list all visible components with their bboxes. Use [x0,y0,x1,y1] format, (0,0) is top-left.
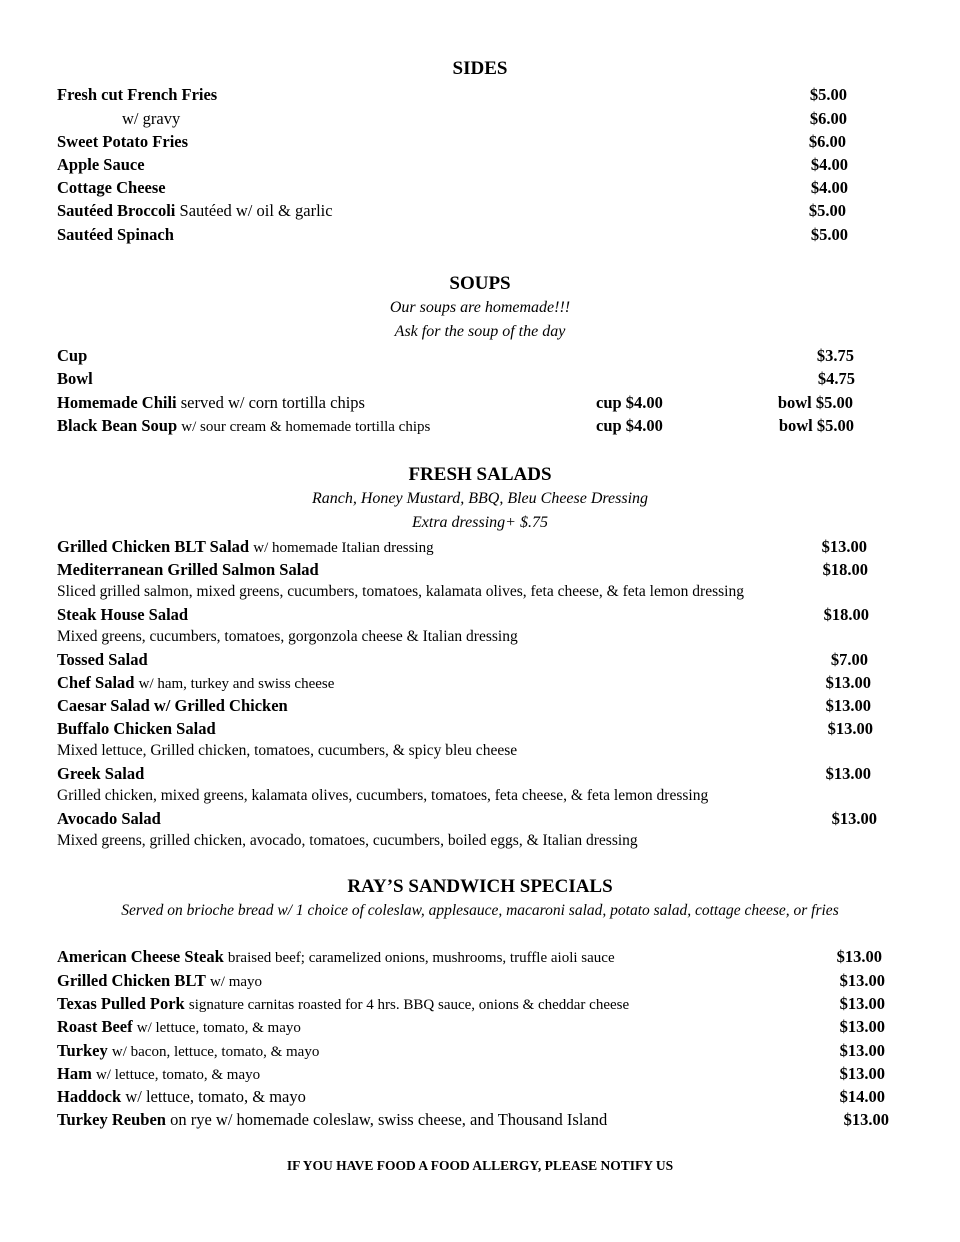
salads-note: Ranch, Honey Mustard, BBQ, Bleu Cheese Dressing [311,490,649,507]
item-price: $13.00 [825,696,871,715]
menu-item [0,947,960,969]
cup-price: cup $4.00 [596,416,663,435]
sandwiches-heading: RAY’S SANDWICH SPECIALS [347,876,613,897]
menu-item [0,650,960,672]
menu-item [0,85,960,107]
item-name: Black Bean Soup [57,416,178,435]
item-desc: served w/ corn tortilla chips [180,393,365,412]
item-name: Bowl [57,369,93,388]
menu-item [0,132,960,154]
item-desc: w/ homemade Italian dressing [253,540,434,556]
item-name: Steak House Salad [57,605,189,624]
item-price: $13.00 [839,994,885,1013]
item-name: Roast Beef [57,1017,133,1036]
item-desc: w/ ham, turkey and swiss cheese [138,676,335,692]
item-price: $13.00 [821,537,867,556]
item-detail: Grilled chicken, mixed greens, kalamata olives, cucumbers, tomatoes, feta cheese, & feta lemon dressing [57,787,709,804]
item-name: Grilled Chicken BLT [57,971,206,990]
item-price: $4.00 [810,178,848,197]
sandwiches-note: Served on brioche bread w/ 1 choice of coleslaw, applesauce, macaroni salad, potato salad, cottage cheese, or fries [121,902,839,919]
item-option: w/ gravy [122,109,181,128]
item-name: Sautéed Spinach [57,225,174,244]
item-price: $13.00 [827,719,873,738]
item-price: $13.00 [839,1064,885,1083]
menu-item [0,1087,960,1109]
menu-item [0,155,960,177]
item-name: Apple Sauce [57,155,145,174]
menu-item [0,605,960,627]
item-price: $6.00 [809,109,847,128]
menu-item [0,560,960,582]
salads-note: Extra dressing+ $.75 [412,514,548,531]
menu-item [0,1064,960,1086]
item-name: Buffalo Chicken Salad [57,719,216,738]
item-name: Ham [57,1064,92,1083]
item-price: $5.00 [808,201,846,220]
menu-item [0,225,960,247]
item-name: Turkey [57,1041,108,1060]
item-name: Texas Pulled Pork [57,994,185,1013]
menu-item [0,178,960,200]
item-price: $5.00 [809,85,847,104]
item-detail: Sliced grilled salmon, mixed greens, cucumbers, tomatoes, kalamata olives, feta cheese, & feta lemon dressing [57,583,744,600]
item-desc: braised beef; caramelized onions, mushrooms, truffle aioli sauce [227,950,615,966]
menu-item [0,537,960,559]
item-desc: w/ sour cream & homemade tortilla chips [181,419,431,435]
item-price: $5.00 [810,225,848,244]
item-price: $7.00 [830,650,868,669]
item-name: American Cheese Steak [57,947,224,966]
item-price: $3.75 [816,346,854,365]
allergy-notice: IF YOU HAVE FOOD A FOOD ALLERGY, PLEASE NOTIFY US [286,1158,674,1173]
item-name: Turkey Reuben [57,1110,166,1129]
item-desc: w/ bacon, lettuce, tomato, & mayo [111,1044,320,1060]
item-desc: w/ lettuce, tomato, & mayo [136,1020,301,1036]
item-price: $13.00 [843,1110,889,1129]
menu-item [0,393,960,415]
item-detail: Mixed lettuce, Grilled chicken, tomatoes, cucumbers, & spicy bleu cheese [57,742,518,759]
menu-item [0,369,960,391]
item-price: $13.00 [831,809,877,828]
item-detail: Mixed greens, cucumbers, tomatoes, gorgonzola cheese & Italian dressing [57,628,518,645]
item-price: $13.00 [836,947,882,966]
item-price: $13.00 [825,673,871,692]
item-price: $4.00 [810,155,848,174]
item-price: $13.00 [839,1041,885,1060]
item-name: Sweet Potato Fries [57,132,189,151]
salads-heading: FRESH SALADS [408,464,552,485]
soups-note: Our soups are homemade!!! [389,299,571,316]
item-price: $13.00 [839,971,885,990]
item-desc: w/ lettuce, tomato, & mayo [125,1087,306,1106]
soups-note: Ask for the soup of the day [394,323,566,340]
item-desc: w/ lettuce, tomato, & mayo [95,1067,261,1083]
item-desc: on rye w/ homemade coleslaw, swiss cheese, and Thousand Island [170,1110,608,1129]
item-detail: Mixed greens, grilled chicken, avocado, tomatoes, cucumbers, boiled eggs, & Italian dressing [57,832,638,849]
item-price: $14.00 [839,1087,885,1106]
item-price: $13.00 [839,1017,885,1036]
cup-price: cup $4.00 [596,393,663,412]
item-name: Greek Salad [57,764,145,783]
menu-item [0,764,960,786]
menu-item [0,673,960,695]
item-name: Cottage Cheese [57,178,166,197]
menu-item [0,1041,960,1063]
menu-item [0,1110,960,1132]
item-name: Tossed Salad [57,650,148,669]
menu-item [0,696,960,718]
menu-item [0,809,960,831]
menu-item [0,346,960,368]
item-price: $6.00 [808,132,846,151]
item-name: Chef Salad [57,673,135,692]
item-desc: w/ mayo [209,974,263,990]
item-price: $13.00 [825,764,871,783]
item-price: $18.00 [823,605,869,624]
bowl-price: bowl $5.00 [778,416,854,435]
menu-item [0,109,960,131]
item-name: Homemade Chili [57,393,177,412]
item-desc: signature carnitas roasted for 4 hrs. BBQ sauce, onions & cheddar cheese [188,997,630,1013]
menu-item [0,1017,960,1039]
menu-item [0,994,960,1016]
menu-item [0,719,960,741]
item-name: Fresh cut French Fries [57,85,218,104]
menu-item [0,201,960,223]
item-name: Sautéed Broccoli [57,201,176,220]
item-name: Avocado Salad [57,809,161,828]
item-name: Mediterranean Grilled Salmon Salad [57,560,319,579]
soups-heading: SOUPS [449,273,511,294]
bowl-price: bowl $5.00 [777,393,853,412]
item-name: Caesar Salad w/ Grilled Chicken [57,696,288,715]
sides-heading: SIDES [452,58,508,79]
menu-item [0,416,960,438]
item-name: Haddock [57,1087,122,1106]
item-price: $18.00 [822,560,868,579]
item-price: $4.75 [817,369,855,388]
item-name: Cup [57,346,88,365]
item-name: Grilled Chicken BLT Salad [57,537,250,556]
item-desc: Sautéed w/ oil & garlic [179,201,333,220]
menu-item [0,971,960,993]
